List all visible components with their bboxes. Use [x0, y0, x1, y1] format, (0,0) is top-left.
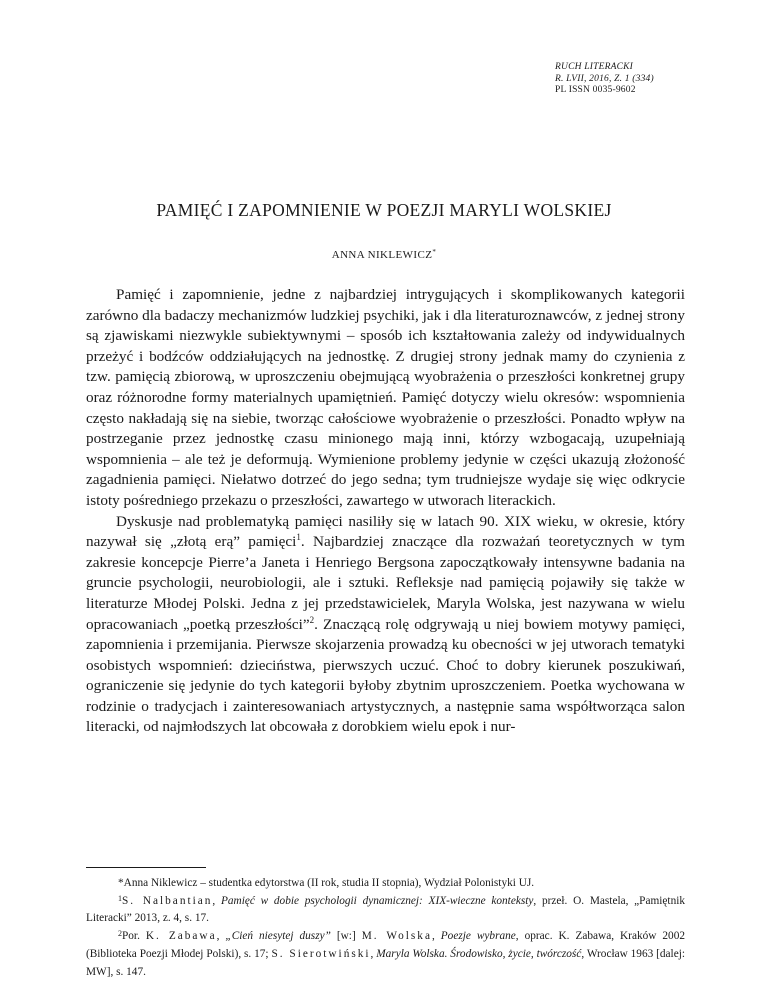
- footnotes: [86, 875, 685, 981]
- article-title: PAMIĘĆ I ZAPOMNIENIE W POEZJI MARYLI WOLSKIEJ: [156, 200, 612, 220]
- footnote-2-mid-2: , oprac. K. Zabawa, Kraków 2002 (Biblioteka Poezji Młodej Polski), s. 17;: [86, 930, 685, 960]
- body-paragraph-2: [86, 512, 685, 739]
- footnote-star-mark: *: [118, 877, 124, 889]
- body-paragraph-1: Pamięć i zapomnienie, jedne z najbardziej intrygujących i skomplikowanych kategorii zarówno dla badaczy mechanizmów ludzkiej psychiki, jak i dla literaturoznawców, z jednej strony są zjawiskami niezwykle subiektywnymi – sposób ich kształtowania zależy od indywidualnych przeżyć i bodźców oddziałujących na jednostkę. Z drugiej strony jednak mamy do czynienia z tzw. pamięcią zbiorową, w uproszczeniu obejmującą wyobrażenia o przeszłości konkretnej grupy oraz różnorodne formy materialnych upamiętnień. Pamięć dotyczy wielu okresów: wspomnienia często nakładają się na siebie, tworząc całościowe wyobrażenie o przeszłości. Ponadto wpływ na postrzeganie przez jednostkę czasu minionego mają inni, którzy wzbogacają, uzupełniają wspomnienia – ale też je deformują. Wymienione problemy jedynie w części ukazują złożoność zagadnienia pamięci. Niełatwo dotrzeć do jego sedna; tym trudniejsze wydaje się więc odkrycie istoty pośredniego przekazu o przeszłości, zawartego w utworach literackich.: [86, 286, 685, 509]
- article-body: [86, 285, 685, 738]
- author-name: ANNA NIKLEWICZ: [331, 249, 433, 261]
- footnote-2-mid-1: [w:]: [330, 930, 362, 943]
- journal-issue: R. LVII, 2016, Z. 1 (334): [555, 73, 654, 84]
- paragraph-2-text-c: . Znaczącą rolę odgrywają u niej bowiem motywy pamięci, zapomnienia i przemijania. Pierwsze skojarzenia prowadzą ku obecności w jej utworach tematyki osobistych wspomnień: dzieciństwa, pierwszych uczuć. Choć to dobry kierunek poszukiwań, ograniczenie się jedynie do tych kategorii byłoby zbytnim uproszczeniem. Poetka wychowana w rodzinie o tradycjach i zainteresowaniach artystycznych, a następnie sama współtworząca salon literacki, od najmłodszych lat obcowała z dorobkiem wielu epok i nur-: [86, 615, 685, 736]
- journal-issn: PL ISSN 0035-9602: [555, 85, 636, 95]
- paragraph-2-text-a: Dyskusje nad problematyką pamięci nasiliły się w latach 90. XIX wieku, w okresie, który nazywał się „złotą erą” pamięci: [86, 512, 685, 551]
- author-footnote-mark: *: [432, 248, 437, 256]
- footnote-1-author: S. Nalbantian: [122, 894, 213, 907]
- footnote-2-mark: 2: [118, 929, 122, 939]
- footnote-2-mid-3: , Wrocław 1963 [dalej: MW], s. 147.: [86, 947, 685, 978]
- article-author: [0, 248, 768, 261]
- footnote-ref-2: 2: [309, 614, 315, 625]
- footnote-2: [86, 928, 685, 981]
- footnote-2-author-1: K. Zabawa: [145, 930, 217, 943]
- footnote-1-work: Pamięć w dobie psychologii dynamicznej: XIX-wieczne konteksty: [221, 894, 534, 907]
- footnote-2-sep-3: ,: [370, 947, 377, 960]
- footnote-star-text: Anna Niklewicz – studentka edytorstwa (II rok, studia II stopnia), Wydział Polonistyki UJ.: [123, 877, 535, 889]
- footnote-2-sep-2: ,: [431, 930, 441, 943]
- footnote-separator: [86, 867, 206, 868]
- footnote-2-author-2: M. Wolska: [361, 930, 432, 943]
- footnote-star: [86, 875, 685, 893]
- footnote-2-lead: Por.: [122, 930, 146, 943]
- footnote-2-author-3: S. Sierotwiński: [271, 947, 371, 960]
- footnote-2-work-3: Maryla Wolska. Środowisko, życie, twórczość: [376, 947, 582, 960]
- footnote-2-sep-1: ,: [216, 930, 226, 943]
- journal-masthead: [555, 62, 654, 97]
- journal-name: RUCH LITERACKI: [555, 62, 634, 72]
- paragraph-2-text-b: . Najbardziej znaczące dla rozważań teoretycznych w tym zakresie koncepcje Pierre’a Janeta i Henriego Bergsona zapoczątkowały intensywne badania na gruncie psychologii, neurobiologii, ale i sztuki. Refleksje nad pamięcią pojawiły się także w literaturze Młodej Polski. Jedna z jej przedstawicielek, Maryla Wolska, jest nazywana w wielu opracowaniach „poetką przeszłości”: [86, 533, 685, 633]
- footnote-1-mark: 1: [118, 893, 122, 903]
- footnote-1-rest: , przeł. O. Mastela, „Pamiętnik Literacki” 2013, z. 4, s. 17.: [86, 894, 685, 925]
- footnote-2-work-1: „Cień niesytej duszy”: [225, 930, 331, 943]
- footnote-1-sep: ,: [212, 894, 221, 907]
- footnote-ref-1: 1: [296, 532, 301, 543]
- footnote-1: [86, 893, 685, 928]
- footnote-2-work-2: Poezje wybrane: [440, 930, 516, 943]
